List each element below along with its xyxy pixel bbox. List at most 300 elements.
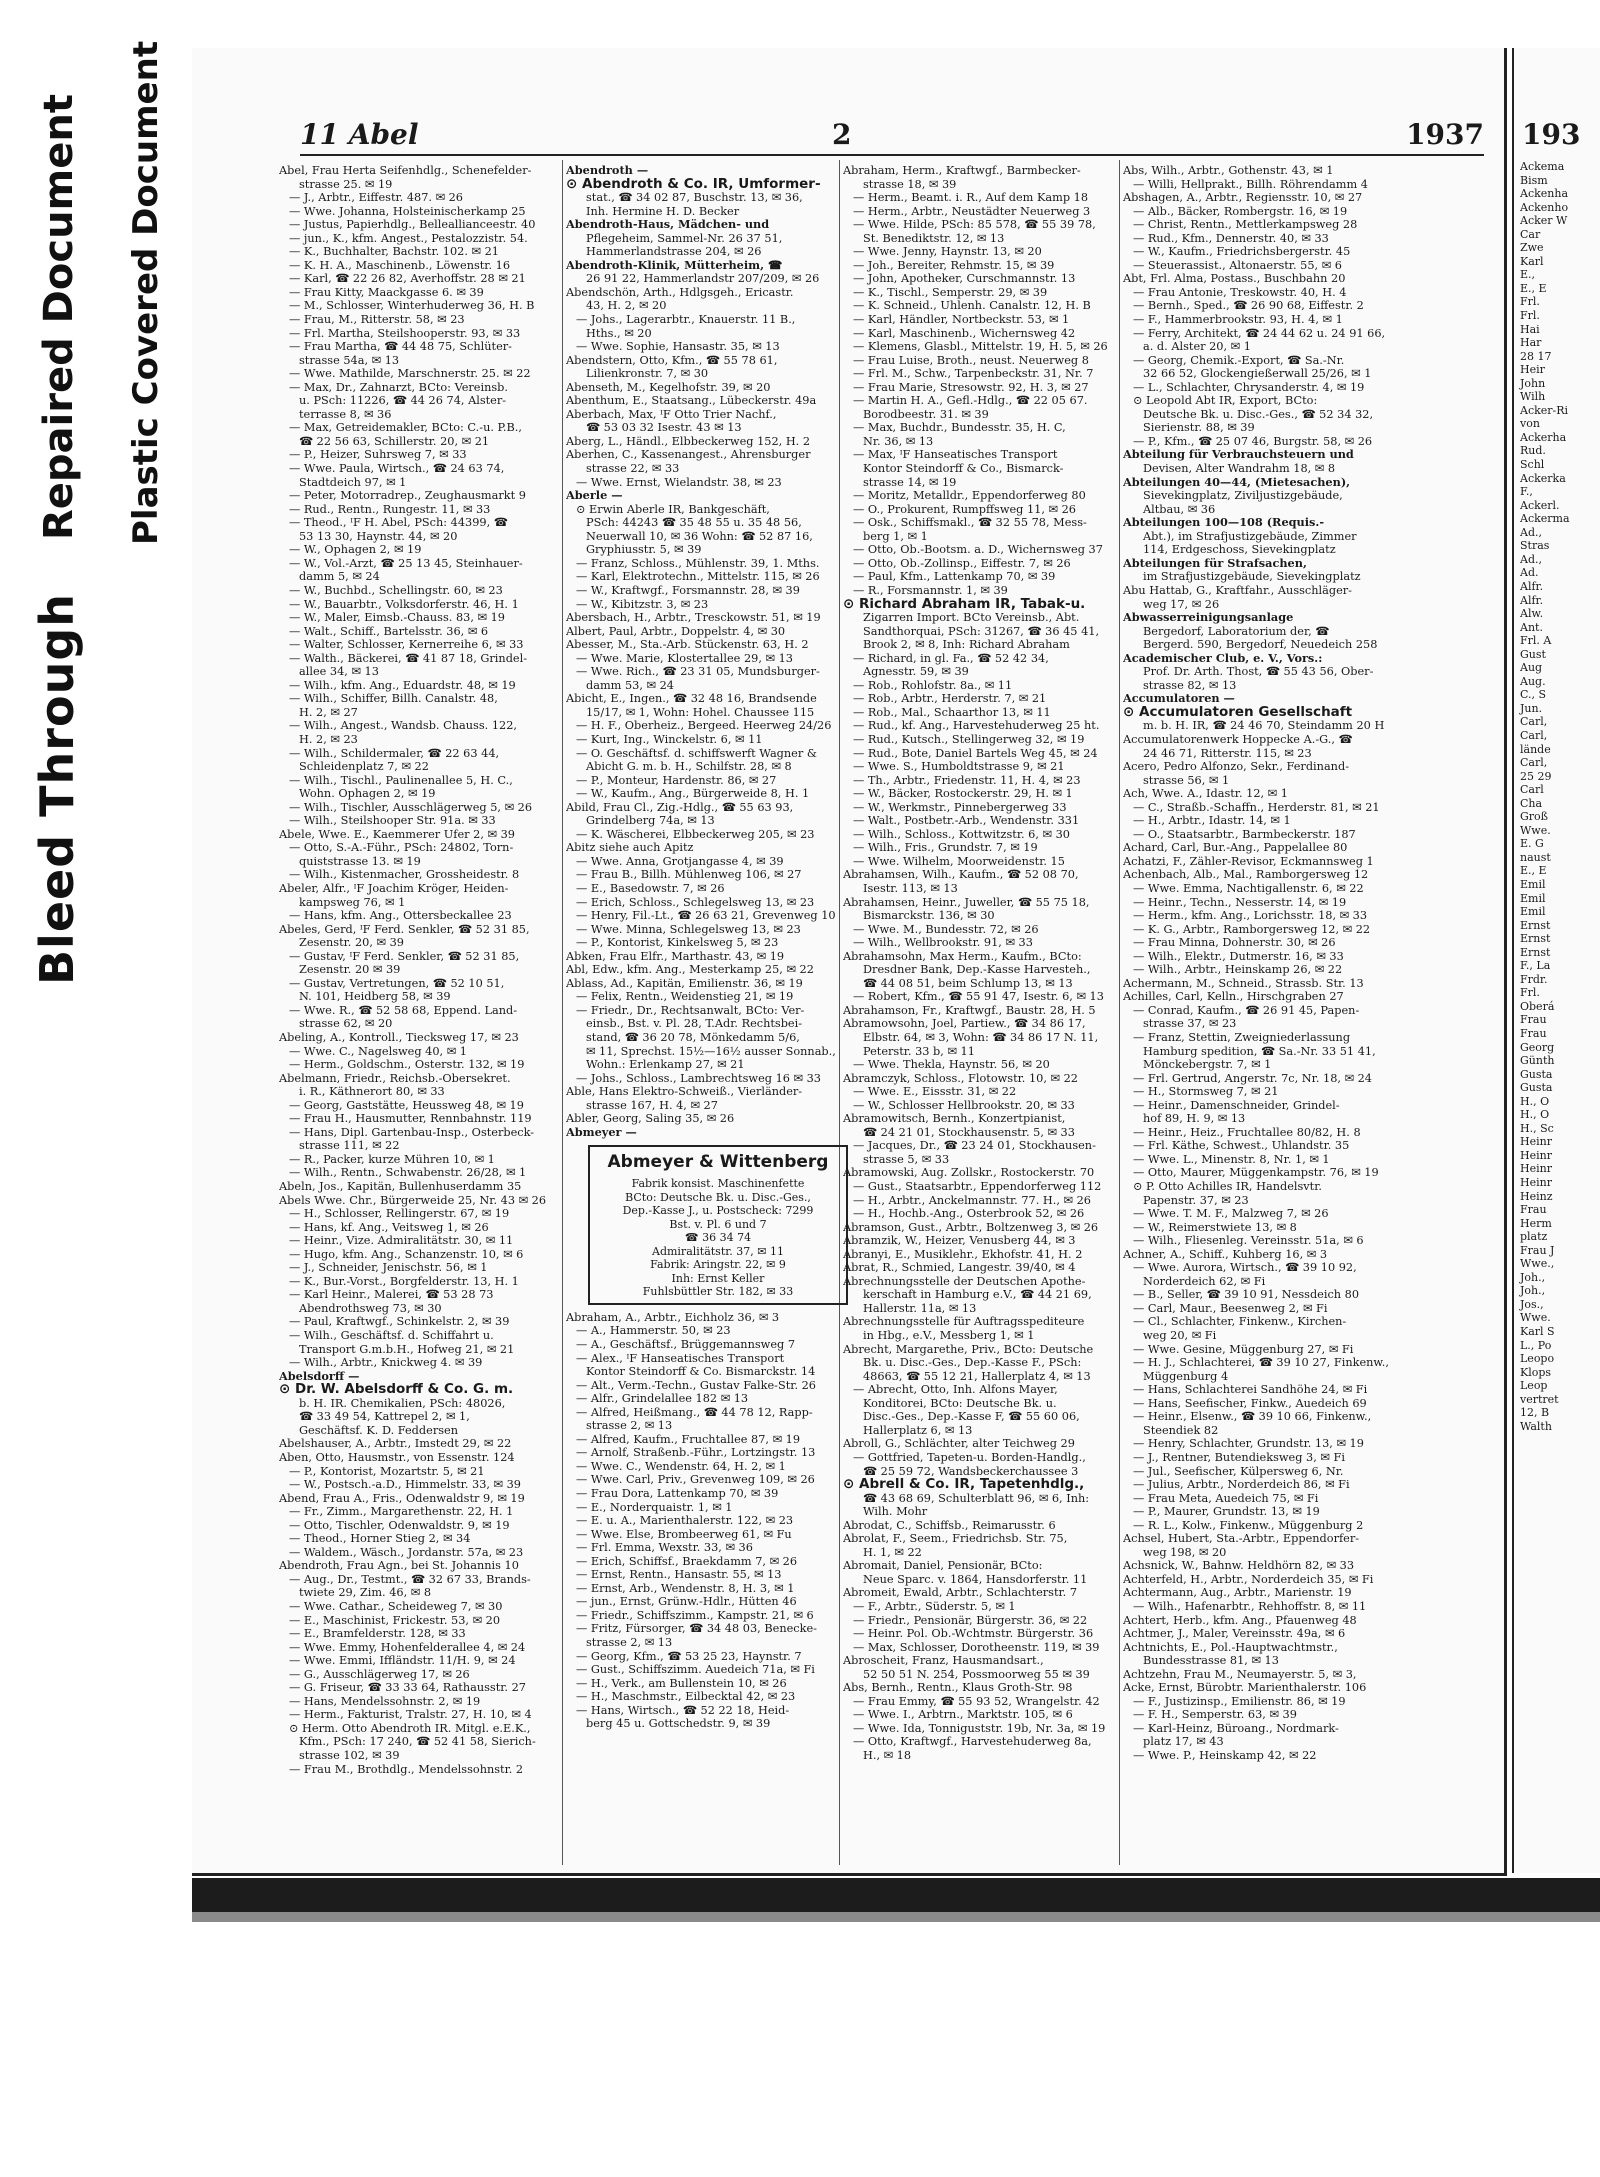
directory-entry: Transport G.m.b.H., Hofweg 21, ✉ 21 (299, 1342, 515, 1356)
directory-entry: — Wilh., Kistenmacher, Grossheidestr. 8 (289, 868, 520, 882)
directory-entry: — Max, Schlosser, Dorotheenstr. 119, ✉ 39 (853, 1640, 1100, 1654)
next-page-line: Heinr (1520, 1148, 1552, 1162)
directory-entry: strasse 22, ✉ 33 (586, 462, 680, 476)
directory-entry: — Wilh., Hafenarbtr., Rehhoffstr. 8, ✉ 11 (1133, 1599, 1367, 1613)
directory-entry: — Wwe. Carl, Priv., Grevenweg 109, ✉ 26 (576, 1473, 815, 1487)
next-page-line: Ad. (1520, 566, 1539, 580)
directory-entry: in Hbg., e.V., Messberg 1, ✉ 1 (863, 1329, 1035, 1343)
next-page-line: Ackenho (1520, 200, 1569, 214)
directory-entry: strasse 18, ✉ 39 (863, 177, 957, 191)
directory-entry: — H., Hochb.-Ang., Osterbrook 52, ✉ 26 (853, 1207, 1085, 1221)
directory-entry: strasse 167, H. 4, ✉ 27 (586, 1098, 718, 1112)
directory-entry: Steendiek 82 (1143, 1423, 1219, 1437)
directory-entry: — Hans, Seefischer, Finkw., Auedeich 69 (1133, 1396, 1367, 1410)
next-page-line: E., (1520, 268, 1536, 282)
directory-entry: — Martin H. A., Gefl.-Hdlg., ☎ 22 05 67. (853, 394, 1088, 408)
directory-entry: — Wwe. Ida, Tonniguststr. 19b, Nr. 3a, ✉ 19 (853, 1721, 1106, 1735)
directory-entry: — Wilh., Tischl., Paulinenallee 5, H. C., (289, 773, 513, 787)
next-page-line: Cha (1520, 796, 1543, 810)
directory-entry: — Frl. M., Schw., Tarpenbeckstr. 31, Nr. 7 (853, 367, 1094, 381)
directory-entry: — Wwe. Thekla, Haynstr. 56, ✉ 20 (853, 1058, 1050, 1072)
next-page-line: Rud. (1520, 444, 1546, 458)
directory-entry: — K. Wäscherei, Elbbeckerweg 205, ✉ 23 (576, 827, 815, 841)
directory-entry: 114, Erdgeschoss, Sievekingplatz (1143, 543, 1336, 557)
next-page-line: Klops (1520, 1365, 1552, 1379)
directory-entry: — Wilh., Angest., Wandsb. Chauss. 122, (289, 719, 517, 733)
directory-entry: strasse 54a, ✉ 13 (299, 353, 400, 367)
next-page-line: Günth (1520, 1054, 1555, 1068)
directory-entry: — F., Arbtr., Süderstr. 5, ✉ 1 (853, 1599, 1016, 1613)
directory-entry: — W., Maler, Eimsb.-Chauss. 83, ✉ 19 (289, 611, 505, 625)
directory-entry: — Theod., Horner Stieg 2, ✉ 34 (289, 1532, 471, 1546)
directory-entry: Bismarckstr. 136, ✉ 30 (863, 909, 995, 923)
directory-entry: Abromait, Daniel, Pensionär, BCto: (843, 1559, 1043, 1573)
directory-entry: — Gustav, ᴵF Ferd. Senkler, ☎ 52 31 85, (289, 949, 520, 963)
directory-entry: Achsnick, W., Bahnw. Heldhörn 82, ✉ 33 (1123, 1559, 1355, 1573)
directory-entry: ☎ 53 03 32 Isestr. 43 ✉ 13 (586, 421, 742, 435)
directory-entry: — Frau Emmy, ☎ 55 93 52, Wrangelstr. 42 (853, 1694, 1100, 1708)
directory-entry: — Wwe. S., Humboldtstrasse 9, ✉ 21 (853, 760, 1065, 774)
directory-entry: — Wwe. T. M. F., Malzweg 7, ✉ 26 (1133, 1207, 1329, 1221)
next-page-line: Heinr (1520, 1162, 1552, 1176)
directory-entry: — Frau, M., Ritterstr. 58, ✉ 23 (289, 313, 465, 327)
next-page-line: Frau (1520, 1203, 1547, 1217)
directory-entry: allee 34, ✉ 13 (299, 665, 379, 679)
directory-entry: — A., Geschäftsf., Brüggemannsweg 7 (576, 1337, 796, 1351)
directory-entry: — W., Buchbd., Schellingstr. 60, ✉ 23 (289, 583, 503, 597)
directory-entry: Zesenstr. 20 ✉ 39 (299, 963, 401, 977)
directory-entry: Abraham, A., Arbtr., Eichholz 36, ✉ 3 (566, 1310, 780, 1324)
directory-entry: Able, Hans Elektro-Schweiß., Vierländer- (566, 1085, 803, 1099)
next-page-line: platz (1520, 1230, 1548, 1244)
directory-entry: — Willi, Hellprakt., Billh. Röhrendamm 4 (1133, 177, 1368, 191)
directory-entry: H. 2, ✉ 23 (299, 732, 358, 746)
directory-entry: Wohn.: Erlenkamp 27, ✉ 21 (586, 1058, 745, 1072)
directory-entry: — Herm., Goldschm., Osterstr. 132, ✉ 19 (289, 1058, 525, 1072)
directory-entry: — Wwe. Johanna, Holsteinischerkamp 25 (289, 204, 526, 218)
directory-entry: Abs, Wilh., Arbtr., Gothenstr. 43, ✉ 1 (1123, 164, 1334, 177)
directory-entry: — R. L., Kolw., Finkenw., Müggenburg 2 (1133, 1518, 1364, 1532)
directory-entry: — Wilh., Geschäftsf. d. Schiffahrt u. (289, 1329, 494, 1343)
directory-entry: — Th., Arbtr., Friedenstr. 11, H. 4, ✉ 23 (853, 773, 1081, 787)
directory-entry: — Jacques, Dr., ☎ 23 24 01, Stockhausen- (853, 1139, 1096, 1153)
directory-entry: strasse 2, ✉ 13 (586, 1636, 673, 1649)
directory-entry: — Wilh., Arbtr., Knickweg 4. ✉ 39 (289, 1356, 483, 1370)
directory-entry: — Franz, Stettin, Zweigniederlassung (1133, 1031, 1351, 1044)
next-page-line: Ad., (1520, 525, 1542, 539)
directory-entry: — Carl, Maur., Beesenweg 2, ✉ Fi (1133, 1301, 1328, 1315)
directory-entry: — K. H. A., Maschinenb., Löwenstr. 16 (289, 258, 511, 272)
directory-entry: — Frau Minna, Dohnerstr. 30, ✉ 26 (1133, 936, 1336, 950)
next-page-line: Ackenha (1520, 187, 1569, 201)
directory-entry: Abild, Frau Cl., Zig.-Hdlg., ☎ 55 63 93, (566, 800, 794, 814)
directory-entry: — Fritz, Fürsorger, ☎ 34 48 03, Benecke- (576, 1622, 817, 1636)
directory-entry: Kontor Steindorff & Co., Bismarck- (863, 462, 1064, 476)
directory-entry: ☎ 33 49 54, Kattrepel 2, ✉ 1, (299, 1410, 470, 1424)
ad-title: Abmeyer & Wittenberg (607, 1152, 829, 1173)
directory-entry: — Max, Buchdr., Bundesstr. 35, H. C, (853, 421, 1066, 435)
directory-entry: — Alfred, Kaufm., Fruchtallee 87, ✉ 19 (576, 1432, 801, 1446)
next-page-line: Jos., (1520, 1297, 1544, 1311)
directory-entry: — Paul, Kraftwgf., Schinkelstr. 2, ✉ 39 (289, 1315, 510, 1329)
directory-entry: Abitz siehe auch Apitz (566, 841, 694, 855)
next-page-line: H., Sc (1520, 1121, 1554, 1135)
directory-entry: — Johs., Lagerarbtr., Knauerstr. 11 B., (576, 313, 796, 327)
directory-entry: — P., Heizer, Suhrsweg 7, ✉ 33 (289, 448, 467, 462)
directory-entry: Abranyi, E., Musiklehr., Ekhofstr. 41, H. 2 (843, 1247, 1083, 1261)
directory-entry: twiete 29, Zim. 46, ✉ 8 (299, 1586, 432, 1600)
directory-entry: Hallerstr. 11a, ✉ 13 (863, 1301, 977, 1315)
directory-entry: Aben, Otto, Hausmstr., von Essenstr. 124 (279, 1450, 515, 1464)
directory-entry: damm 53, ✉ 24 (586, 678, 674, 692)
directory-entry: — Alt., Verm.-Techn., Gustav Falke-Str. 26 (576, 1378, 816, 1392)
directory-entry: — Walt., Postbetr.-Arb., Wendenstr. 331 (853, 814, 1080, 828)
directory-entry: — Hans, Wirtsch., ☎ 52 22 18, Heid- (576, 1703, 790, 1717)
directory-entry: — Walth., Bäckerei, ☎ 41 87 18, Grindel- (289, 651, 528, 665)
directory-entry: Kontor Steindorff & Co. Bismarckstr. 14 (586, 1365, 816, 1379)
directory-entry: — Gottfried, Tapeten-u. Borden-Handlg., (853, 1450, 1086, 1464)
directory-entry: — Rud., Kutsch., Stellingerweg 32, ✉ 19 (853, 732, 1085, 746)
directory-entry: Schleidenplatz 7, ✉ 22 (299, 760, 429, 774)
next-page-line: Carl, (1520, 715, 1548, 729)
directory-entry: — Felix, Rentn., Weidenstieg 21, ✉ 19 (576, 990, 794, 1004)
next-page-line: Leopo (1520, 1352, 1555, 1366)
directory-entry: St. Benediktstr. 12, ✉ 13 (863, 231, 1005, 245)
directory-entry: — Wwe. Minna, Schlegelsweg 13, ✉ 23 (576, 922, 801, 936)
next-page-line: H., O (1520, 1094, 1550, 1108)
next-page-line: Ackerl. (1520, 498, 1560, 512)
directory-entry: — W., Reimerstwiete 13, ✉ 8 (1133, 1220, 1297, 1234)
directory-entry: — A., Hammerstr. 50, ✉ 23 (576, 1324, 731, 1338)
directory-entry: Achard, Carl, Bur.-Ang., Pappelallee 80 (1123, 841, 1348, 855)
directory-entry: — Waldem., Wäsch., Jordanstr. 57a, ✉ 23 (289, 1545, 524, 1559)
directory-entry: — Frau Kitty, Maackgasse 6. ✉ 39 (289, 285, 484, 299)
directory-entry: — Cl., Schlachter, Finkenw., Kirchen- (1133, 1315, 1347, 1329)
next-page-line: von (1520, 417, 1540, 431)
directory-entry: — O., Staatsarbtr., Barmbeckerstr. 187 (1133, 827, 1356, 841)
directory-entry: — Karl Heinr., Malerei, ☎ 53 28 73 (289, 1288, 494, 1302)
directory-entry: Abteilungen 100—108 (Requis.- (1123, 516, 1325, 530)
directory-entry: — E., Bramfelderstr. 128, ✉ 33 (289, 1627, 466, 1641)
directory-entry: — F. H., Semperstr. 63, ✉ 39 (1133, 1708, 1297, 1722)
directory-entry: — Robert, Kfm., ☎ 55 91 47, Isestr. 6, ✉ 13 (853, 990, 1104, 1004)
directory-entry: — W., Schlosser Hellbrookstr. 20, ✉ 33 (853, 1098, 1075, 1112)
directory-entry: Abeles, Gerd, ᴵF Ferd. Senkler, ☎ 52 31 85, (279, 922, 530, 936)
next-page-line: Gusta (1520, 1067, 1553, 1081)
directory-entry: Nr. 36, ✉ 13 (863, 434, 934, 448)
directory-entry: — Johs., Schloss., Lambrechtsweg 16 ✉ 33 (576, 1071, 821, 1085)
directory-entry: — Hans, kf. Ang., Veitsweg 1, ✉ 26 (289, 1220, 489, 1234)
directory-entry: Aberle — (566, 489, 623, 503)
directory-entry: — H. F., Oberheiz., Bergeed. Heerweg 24/26 (576, 719, 832, 733)
next-page-header: 193 (1522, 118, 1581, 151)
directory-entry: Abendstern, Otto, Kfm., ☎ 55 78 61, (566, 353, 778, 367)
ad-line: Admiralitätstr. 37, ✉ 11 (652, 1244, 784, 1258)
directory-entry: — Otto, S.-A.-Führ., PSch: 24802, Torn- (289, 841, 514, 855)
next-page-line: 25 29 (1520, 769, 1552, 783)
directory-entry: — Henry, Fil.-Lt., ☎ 26 63 21, Grevenweg 10 (576, 909, 836, 923)
directory-entry: — P., Kontorist, Kinkelsweg 5, ✉ 23 (576, 936, 779, 950)
directory-entry: — Georg, Kfm., ☎ 53 25 23, Haynstr. 7 (576, 1649, 802, 1663)
directory-entry: Abrahamsen, Wilh., Kaufm., ☎ 52 08 70, (843, 868, 1079, 882)
next-page-line: Bism (1520, 173, 1548, 187)
directory-entry: — Wilh., Elektr., Dutmerstr. 16, ✉ 33 (1133, 949, 1344, 963)
directory-entry: ⊙ Dr. W. Abelsdorff & Co. G. m. (279, 1383, 514, 1397)
directory-entry: — Wilh., kfm. Ang., Eduardstr. 48, ✉ 19 (289, 678, 516, 692)
directory-entry: — Wwe. Gesine, Müggenburg 27, ✉ Fi (1133, 1342, 1354, 1356)
directory-entry: — Otto, Ob.-Bootsm. a. D., Wichernsweg 37 (853, 543, 1103, 557)
directory-entry: Achenbach, Alb., Mal., Ramborgersweg 12 (1123, 868, 1369, 882)
directory-entry: Bundesstrasse 81, ✉ 13 (1143, 1654, 1279, 1668)
directory-entry: — Herm., Beamt. i. R., Auf dem Kamp 18 (853, 191, 1089, 205)
directory-entry: — Wwe. P., Heinskamp 42, ✉ 22 (1133, 1748, 1317, 1762)
directory-entry: — Wwe. C., Wendenstr. 64, H. 2, ✉ 1 (576, 1459, 786, 1473)
directory-entry: Abesser, M., Sta.-Arb. Stückenstr. 63, H. 2 (566, 638, 809, 652)
directory-entry: Abrahamson, Fr., Kraftwgf., Baustr. 28, H. 5 (843, 1003, 1096, 1017)
plastic-covered-stamp: Plastic Covered Document (126, 40, 166, 545)
directory-entry: — Ernst, Arb., Wendenstr. 8, H. 3, ✉ 1 (576, 1581, 795, 1595)
directory-entry: — Alfr., Grindelallee 182 ✉ 13 (576, 1392, 749, 1406)
directory-entry: Abu Hattab, G., Kraftfahr., Ausschläger- (1123, 583, 1352, 597)
directory-entry: — K., Bur.-Vorst., Borgfelderstr. 13, H. 1 (289, 1274, 519, 1288)
directory-entry: — Frau Marie, Stresowstr. 92, H. 3, ✉ 27 (853, 380, 1089, 394)
scan-shadow (192, 1878, 1600, 1912)
directory-entry: Abramzik, W., Heizer, Venusberg 44, ✉ 3 (843, 1234, 1076, 1248)
directory-entry: — W., Ophagen 2, ✉ 19 (289, 543, 422, 557)
directory-entry: Achterfeld, H., Arbtr., Norderdeich 35, ✉ Fi (1123, 1572, 1374, 1586)
directory-entry: — H., Stormsweg 7, ✉ 21 (1133, 1085, 1279, 1099)
next-page-line: Ernst (1520, 918, 1551, 932)
directory-entry: — Karl, ☎ 22 26 82, Averhoffstr. 28 ✉ 21 (289, 272, 526, 286)
directory-entry: — G. Friseur, ☎ 33 33 64, Rathausstr. 27 (289, 1681, 526, 1695)
directory-entry: Academischer Club, e. V., Vors.: (1123, 651, 1323, 665)
directory-column-2 (566, 164, 856, 1864)
directory-entry: — Wilh., Fris., Grundstr. 7, ✉ 19 (853, 841, 1038, 855)
next-page-line: H., O (1520, 1108, 1550, 1122)
directory-entry: strasse 5, ✉ 33 (863, 1152, 950, 1166)
ad-line: Inh: Ernst Keller (671, 1271, 765, 1285)
next-page-line: Emil (1520, 891, 1546, 905)
next-page-line: Wilh (1520, 390, 1546, 404)
directory-entry: Müggenburg 4 (1143, 1369, 1229, 1383)
directory-entry: kerschaft in Hamburg e.V., ☎ 44 21 69, (863, 1288, 1092, 1302)
directory-entry: — Erich, Schiffsf., Braekdamm 7, ✉ 26 (576, 1554, 798, 1568)
next-page-line: Joh., (1520, 1284, 1546, 1298)
directory-entry: ⊙ Abrell & Co. IR, Tapetenhdlg., (843, 1478, 1085, 1492)
directory-entry: — Gust., Schiffszimm. Auedeich 71a, ✉ Fi (576, 1663, 815, 1677)
directory-entry: Abendroth-Haus, Mädchen- und (566, 218, 770, 232)
directory-entry: Abrodat, C., Schiffsb., Reimarusstr. 6 (843, 1518, 1056, 1532)
next-page-line: Oberá (1520, 999, 1555, 1013)
next-page-line: John (1520, 376, 1546, 390)
directory-entry: Abramowski, Aug. Zollskr., Rostockerstr. 70 (843, 1166, 1095, 1180)
directory-entry: — Frl. Emma, Wexstr. 33, ✉ 36 (576, 1541, 753, 1555)
ad-line: Bst. v. Pl. 6 und 7 (669, 1217, 767, 1231)
next-page-line: 12, B (1520, 1406, 1550, 1420)
directory-entry: Bk. u. Disc.-Ges., Dep.-Kasse F., PSch: (863, 1356, 1082, 1370)
directory-entry: Abicht G. m. b. H., Schilfstr. 28, ✉ 8 (586, 760, 792, 774)
directory-entry: einsb., Bst. v. Pl. 28, T.Adr. Rechtsbei- (586, 1017, 803, 1031)
directory-entry: Elbstr. 64, ✉ 3, Wohn: ☎ 34 86 17 N. 11, (863, 1031, 1099, 1044)
directory-entry: — Wwe. Emma, Nachtigallenstr. 6, ✉ 22 (1133, 881, 1364, 895)
next-page-line: vertret (1520, 1392, 1559, 1406)
directory-entry: — W., Kaufm., Friedrichsbergerstr. 45 (1133, 245, 1351, 259)
directory-entry: Zesenstr. 20, ✉ 39 (299, 936, 404, 950)
directory-entry: — G., Ausschlägerweg 17, ✉ 26 (289, 1667, 470, 1681)
directory-entry: — Friedr., Schiffszimm., Kampstr. 21, ✉ 6 (576, 1608, 814, 1622)
ad-line: Fabrik: Aringstr. 22, ✉ 9 (650, 1258, 786, 1272)
next-page-line: Heinz (1520, 1189, 1553, 1203)
directory-entry: — Rud., kf. Ang., Harvestehuderweg 25 ht. (853, 719, 1100, 733)
directory-entry: — Rud., Rentn., Rungestr. 11, ✉ 33 (289, 502, 491, 516)
directory-entry: Abelmann, Friedr., Reichsb.-Obersekret. (279, 1071, 511, 1085)
next-page-line: Hai (1520, 322, 1540, 336)
directory-entry: H., ✉ 18 (863, 1748, 912, 1762)
directory-entry: — R., Forsmannstr. 1, ✉ 39 (853, 583, 1008, 597)
directory-entry: — Wilh., Arbtr., Heinskamp 26, ✉ 22 (1133, 963, 1343, 977)
directory-entry: m. b. H. IR, ☎ 24 46 70, Steindamm 20 H (1143, 719, 1385, 733)
directory-entry: quiststrasse 13. ✉ 19 (299, 854, 421, 868)
directory-entry: Abramowsohn, Joel, Partiew., ☎ 34 86 17, (843, 1017, 1086, 1031)
directory-entry: — Max, ᴵF Hanseatisches Transport (853, 448, 1058, 462)
directory-entry: Abendrothsweg 73, ✉ 30 (299, 1301, 442, 1315)
directory-entry: — Frau Dora, Lattenkamp 70, ✉ 39 (576, 1486, 779, 1500)
directory-entry: — Heinr., Damenschneider, Grindel- (1133, 1098, 1340, 1112)
directory-entry: — Aug., Dr., Testmt., ☎ 32 67 33, Brands- (289, 1572, 531, 1586)
directory-entry: ⊙ Leopold Abt IR, Export, BCto: (1133, 394, 1318, 408)
next-page-line: Frau (1520, 1013, 1547, 1027)
directory-entry: ☎ 24 21 01, Stockhausenstr. 5, ✉ 33 (863, 1125, 1075, 1139)
directory-entry: — Wilh., Rentn., Schwabenstr. 26/28, ✉ 1 (289, 1166, 527, 1180)
directory-entry: — Hans, Mendelssohnstr. 2, ✉ 19 (289, 1694, 481, 1708)
directory-entry: Hamburg spedition, ☎ Sa.-Nr. 33 51 41, (1143, 1044, 1376, 1058)
directory-entry: — F., Justizinsp., Emilienstr. 86, ✉ 19 (1133, 1694, 1346, 1708)
directory-entry: — Henry, Schlachter, Grundstr. 13, ✉ 19 (1133, 1437, 1364, 1451)
directory-entry: Abs, Bernh., Rentn., Klaus Groth-Str. 98 (843, 1681, 1073, 1695)
next-page-line: Joh., (1520, 1270, 1546, 1284)
directory-entry: Grindelberg 74a, ✉ 13 (586, 814, 715, 828)
directory-entry: — W., Postsch.-a.D., Himmelstr. 33, ✉ 39 (289, 1478, 521, 1492)
directory-entry: Sierienstr. 88, ✉ 39 (1143, 421, 1255, 435)
directory-entry: — Wilh., Fliesenleg. Vereinsstr. 51a, ✉ 6 (1133, 1234, 1364, 1248)
directory-entry: — Kurt, Ing., Winckelstr. 6, ✉ 11 (576, 732, 763, 746)
directory-entry: Sievekingplatz, Ziviljustizgebäude, (1143, 489, 1343, 503)
directory-entry: im Strafjustizgebäude, Sievekingplatz (1143, 570, 1361, 584)
directory-entry: Accumulatoren — (1123, 692, 1235, 706)
directory-entry: — W., Kibitzstr. 3, ✉ 23 (576, 597, 709, 611)
directory-entry: — Alb., Bäcker, Rombergstr. 16, ✉ 19 (1133, 204, 1348, 218)
directory-entry: — Rob., Mal., Schaarthor 13, ✉ 11 (853, 705, 1051, 719)
directory-entry: Abrecht, Margarethe, Priv., BCto: Deutsche (843, 1342, 1094, 1356)
directory-entry: Abrolat, F., Seem., Friedrichsb. Str. 75, (843, 1532, 1068, 1546)
directory-entry: strasse 2, ✉ 13 (586, 1419, 673, 1433)
directory-entry: — K. G., Arbtr., Ramborgersweg 12, ✉ 22 (1133, 922, 1371, 936)
directory-entry: — Wwe. Sophie, Hansastr. 35, ✉ 13 (576, 340, 780, 354)
directory-entry: — R., Packer, kurze Mühren 10, ✉ 1 (289, 1152, 495, 1166)
directory-entry: — Steuerassist., Altonaerstr. 55, ✉ 6 (1133, 258, 1342, 272)
directory-entry: Abele, Wwe. E., Kaemmerer Ufer 2, ✉ 39 (279, 827, 515, 841)
directory-entry: u. PSch: 11226, ☎ 44 26 74, Alster- (299, 394, 507, 408)
directory-entry: — Julius, Arbtr., Norderdeich 86, ✉ Fi (1133, 1478, 1350, 1492)
directory-entry: — Wwe. I., Arbtrn., Marktstr. 105, ✉ 6 (853, 1708, 1073, 1722)
directory-entry: Abrechnungsstelle für Auftragsspediteure (843, 1315, 1085, 1329)
next-page-line: Wwe., (1520, 1257, 1555, 1271)
directory-entry: Altbau, ✉ 36 (1143, 502, 1216, 516)
directory-entry: — Rob., Rohlofstr. 8a., ✉ 11 (853, 678, 1013, 692)
directory-entry: Abteilungen für Strafsachen, (1123, 556, 1307, 570)
directory-entry: — Rud., Bote, Daniel Bartels Weg 45, ✉ 24 (853, 746, 1098, 760)
next-page-line: Stras (1520, 539, 1550, 553)
directory-entry: — Peter, Motorradrep., Zeughausmarkt 9 (289, 489, 526, 503)
page-header-left: 11 Abel (300, 118, 419, 151)
directory-entry: Hammerlandstrasse 204, ✉ 26 (586, 245, 762, 259)
directory-entry: — Hugo, kfm. Ang., Schanzenstr. 10, ✉ 6 (289, 1247, 524, 1261)
next-page-line: Car (1520, 227, 1541, 241)
directory-entry: — Heinr., Vize. Admiralitätstr. 30, ✉ 11 (289, 1234, 514, 1248)
directory-entry: Borodbeestr. 31. ✉ 39 (863, 407, 989, 421)
next-page-line: L., Po (1520, 1338, 1552, 1352)
directory-entry: Gryphiusstr. 5, ✉ 39 (586, 543, 702, 557)
directory-entry: weg 20, ✉ Fi (1143, 1329, 1217, 1343)
directory-entry: — Franz, Schloss., Mühlenstr. 39, 1. Mths. (576, 556, 820, 570)
directory-entry: — E., Norderquaistr. 1, ✉ 1 (576, 1500, 733, 1514)
next-page-line: Wwe. (1520, 1311, 1551, 1325)
directory-entry: — Ernst, Rentn., Hansastr. 55, ✉ 13 (576, 1568, 782, 1582)
next-page-line: Alfr. (1520, 593, 1544, 607)
directory-entry: 15/17, ✉ 1, Wohn: Hohel. Chaussee 115 (586, 705, 815, 719)
next-page-line: 28 17 (1520, 349, 1552, 363)
directory-entry: Aberg, L., Händl., Elbbeckerweg 152, H. 2 (566, 434, 811, 448)
directory-entry: weg 198, ✉ 20 (1143, 1545, 1227, 1559)
directory-entry: — Wilh., Steilshooper Str. 91a. ✉ 33 (289, 814, 496, 828)
directory-entry: damm 5, ✉ 24 (299, 570, 380, 584)
directory-entry: Hths., ✉ 20 (586, 326, 652, 340)
directory-entry: — Friedr., Pensionär, Bürgerstr. 36, ✉ 22 (853, 1613, 1088, 1627)
directory-entry: strasse 102, ✉ 39 (299, 1748, 400, 1762)
next-page-line: Carl, (1520, 756, 1548, 770)
next-page-line: Acker W (1520, 214, 1568, 228)
directory-entry: Abramczyk, Schloss., Flotowstr. 10, ✉ 22 (843, 1071, 1078, 1085)
ad-line: Fabrik konsist. Maschinenfette (631, 1177, 805, 1191)
directory-entry: — Klemens, Glasbl., Mittelstr. 19, H. 5, ✉ 26 (853, 340, 1108, 354)
directory-entry: — H., Maschmstr., Eilbecktal 42, ✉ 23 (576, 1690, 796, 1704)
directory-entry: — jun., K., kfm. Angest., Pestalozzistr. 54. (289, 231, 528, 245)
next-page-edge (1512, 48, 1600, 1873)
directory-entry: Prof. Dr. Arth. Thost, ☎ 55 43 56, Ober- (1143, 665, 1374, 679)
directory-entry: — Wwe. Marie, Klostertallee 29, ✉ 13 (576, 651, 793, 665)
directory-entry: — Heinr., Elsenw., ☎ 39 10 66, Finkenw., (1133, 1410, 1372, 1424)
directory-entry: — Wwe. Rich., ☎ 23 31 05, Mundsburger- (576, 665, 820, 679)
directory-entry: — C., Straßb.-Schaffn., Herderstr. 81, ✉ 21 (1133, 800, 1380, 814)
directory-entry: Ach, Wwe. A., Idastr. 12, ✉ 1 (1123, 787, 1288, 801)
directory-entry: strasse 25. ✉ 19 (299, 177, 393, 191)
directory-entry: Abramson, Gust., Arbtr., Boltzenweg 3, ✉ 26 (843, 1220, 1099, 1234)
directory-entry: strasse 37, ✉ 23 (1143, 1017, 1237, 1031)
next-page-line: Gust (1520, 647, 1546, 661)
directory-entry: — W., Kraftwgf., Forsmannstr. 28, ✉ 39 (576, 583, 800, 597)
directory-entry: — Frl. Käthe, Schwest., Uhlandstr. 35 (1133, 1139, 1350, 1153)
directory-entry: berg 45 u. Gottschedstr. 9, ✉ 39 (586, 1717, 771, 1731)
directory-entry: — P., Kfm., ☎ 25 07 46, Burgstr. 58, ✉ 26 (1133, 434, 1373, 448)
directory-entry: — Frl. Gertrud, Angerstr. 7c, Nr. 18, ✉ 24 (1133, 1071, 1372, 1085)
directory-entry: — Herm., Fakturist, Tralstr. 27, H. 10, ✉ 4 (289, 1708, 532, 1722)
directory-entry: — Wwe. Emmy, Hohenfelderallee 4, ✉ 24 (289, 1640, 526, 1654)
next-page-line: Frdr. (1520, 972, 1548, 986)
directory-entry: Abelshauser, A., Arbtr., Imstedt 29, ✉ 22 (279, 1437, 512, 1451)
directory-entry: — Wilh., Schiffer, Billh. Canalstr. 48, (289, 692, 498, 706)
directory-entry: — Hans, Schlachterei Sandhöhe 24, ✉ Fi (1133, 1383, 1368, 1397)
directory-entry: — M., Schlosser, Winterhuderweg 36, H. B (289, 299, 535, 313)
